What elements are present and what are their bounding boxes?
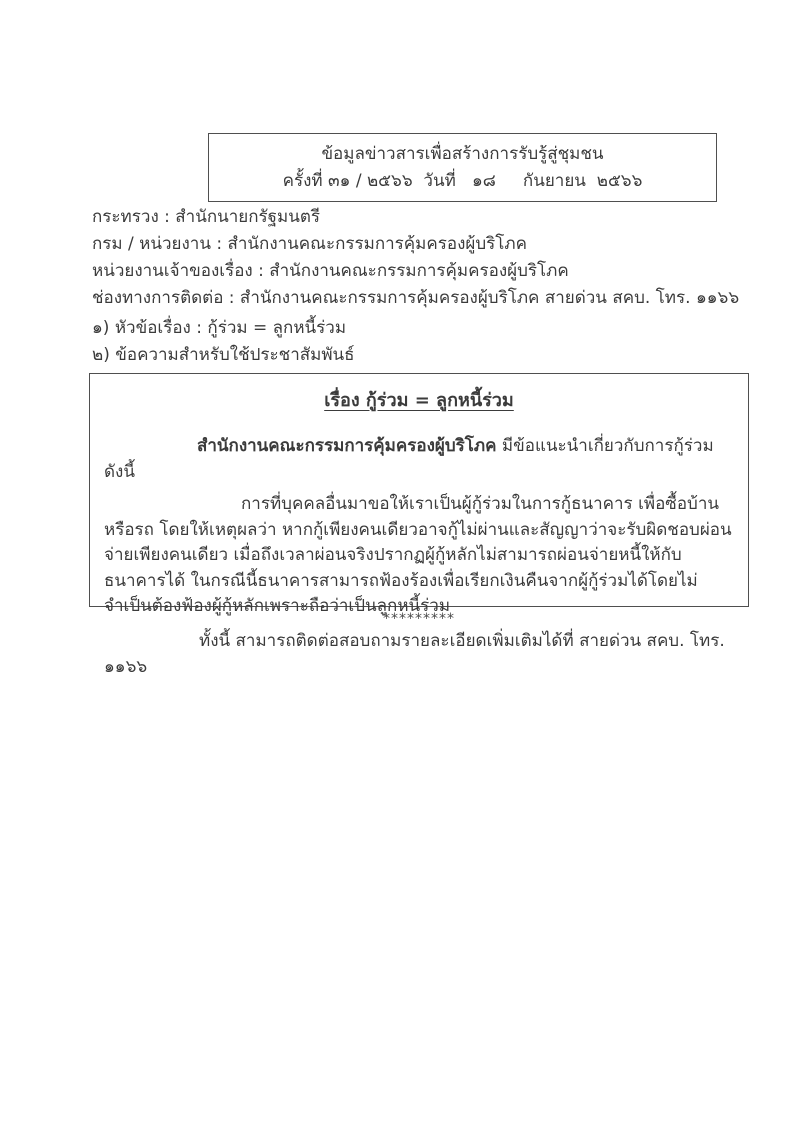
meta-section — [92, 204, 757, 369]
header-title: ข้อมูลข่าวสารเพื่อสร้างการรับรู้สู่ชุมชน — [321, 144, 604, 164]
content-title-row — [104, 388, 734, 414]
header-issue-date: ครั้งที่ ๓๑ / ๒๕๖๖ วันที่ ๑๘ กันยายน ๒๕๖๖ — [282, 171, 643, 191]
content-closing: ทั้งนี้ สามารถติดต่อสอบถามรายละเอียดเพิ่มเติมได้ที่ สายด่วน สคบ. โทร. ๑๑๖๖ — [104, 630, 725, 677]
meta-owner-agency: หน่วยงานเจ้าของเรื่อง : สำนักงานคณะกรรมการคุ้มครองผู้บริโภค — [92, 261, 569, 281]
meta-department: กรม / หน่วยงาน : สำนักงานคณะกรรมการคุ้มครองผู้บริโภค — [92, 234, 527, 254]
content-intro — [104, 433, 734, 485]
asterisk-separator: ********* — [383, 611, 455, 627]
header-box — [208, 133, 717, 202]
content-paragraph: การที่บุคคลอื่นมาขอให้เราเป็นผู้กู้ร่วมในการกู้ธนาคาร เพื่อซื้อบ้านหรือรถ โดยให้เหตุผลว่า หากกู้เพียงคนเดียวอาจกู้ไม่ผ่านและสัญญาว่าจะรับผิดชอบผ่อนจ่ายเพียงคนเดียว เมื่อถึงเวลาผ่อนจริงปรากฏผู้กู้หลักไม่สามารถผ่อนจ่ายหนี้ให้กับธนาคารได้ ในกรณีนี้ธนาคารสามารถฟ้องร้องเพื่อเรียกเงินคืนจากผู้กู้ร่วมได้โดยไม่จำเป็นต้องฟ้องผู้กู้หลักเพราะถือว่าเป็นลูกหนี้ร่วม — [104, 494, 732, 616]
content-intro-agency: สำนักงานคณะกรรมการคุ้มครองผู้บริโภค — [197, 436, 497, 456]
content-intro-rest: มีข้อแนะนำเกี่ยวกับการกู้ร่วม ดังนี้ — [104, 436, 714, 482]
meta-ministry: กระทรวง : สำนักนายกรัฐมนตรี — [92, 207, 321, 227]
content-box — [89, 373, 749, 677]
meta-pr-message-label: ๒) ข้อความสำหรับใช้ประชาสัมพันธ์ — [92, 345, 355, 365]
content-title: เรื่อง กู้ร่วม = ลูกหนี้ร่วม — [324, 390, 514, 411]
meta-subject-line: ๑) หัวข้อเรื่อง : กู้ร่วม = ลูกหนี้ร่วม — [92, 318, 347, 338]
meta-contact-channel: ช่องทางการติดต่อ : สำนักงานคณะกรรมการคุ้มครองผู้บริโภค สายด่วน สคบ. โทร. ๑๑๖๖ — [92, 288, 740, 308]
